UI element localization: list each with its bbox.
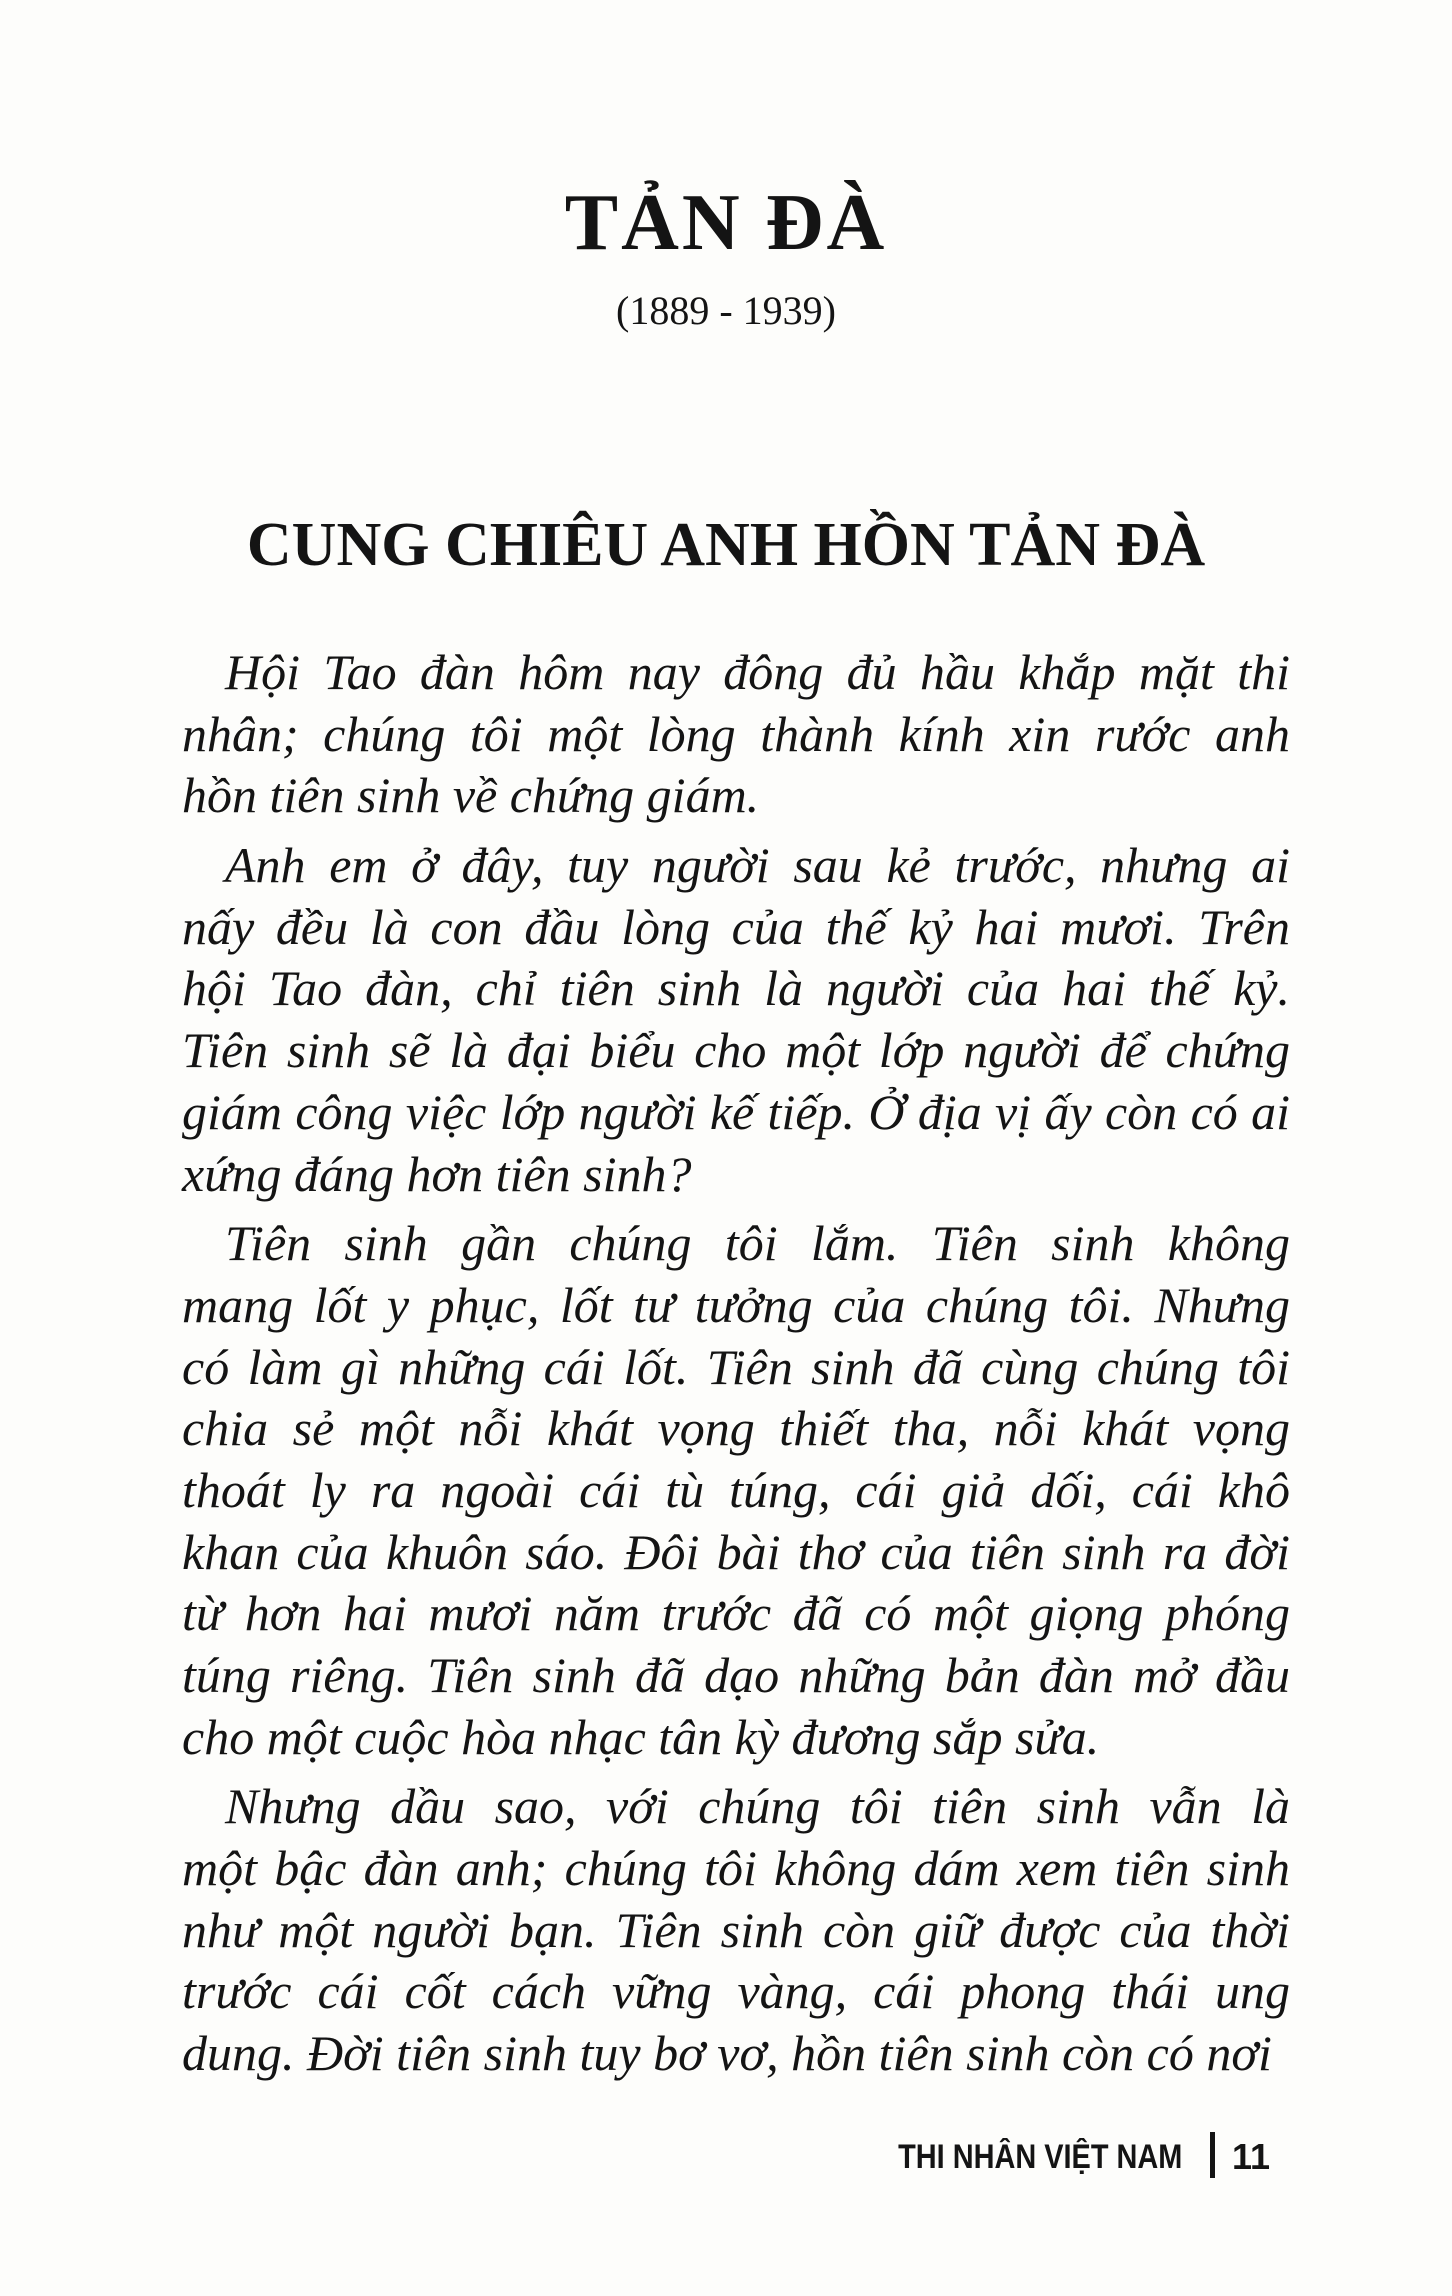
- paragraph: [182, 1213, 1290, 1768]
- text-line: có làm gì những cái lốt. Tiên sinh đã cùng chúng tôi: [182, 1338, 1290, 1395]
- text-line: Nhưng dầu sao, với chúng tôi tiên sinh vẫn là: [225, 1778, 1290, 1835]
- text-line: như một người bạn. Tiên sinh còn giữ được của thời: [182, 1901, 1290, 1958]
- text-line: hội Tao đàn, chỉ tiên sinh là người của hai thế kỷ.: [182, 960, 1290, 1017]
- chapter-title: TẢN ĐÀ: [564, 179, 888, 267]
- text-line: Hội Tao đàn hôm nay đông đủ hầu khắp mặt thi: [225, 644, 1290, 700]
- text-line: dung. Đời tiên sinh tuy bơ vơ, hồn tiên sinh còn có nơi: [182, 2025, 1272, 2082]
- text-line: Tiên sinh sẽ là đại biểu cho một lớp người để chứng: [182, 1022, 1290, 1079]
- footer-divider: [1210, 2132, 1215, 2178]
- text-line: túng riêng. Tiên sinh đã dạo những bản đàn mở đầu: [182, 1647, 1290, 1703]
- page-footer: [0, 2132, 1452, 2182]
- text-line: trước cái cốt cách vững vàng, cái phong thái ung: [182, 1963, 1290, 2020]
- text-line: thoát ly ra ngoài cái tù túng, cái giả dối, cái khô: [182, 1461, 1290, 1518]
- text-line: nhân; chúng tôi một lòng thành kính xin rước anh: [182, 705, 1290, 762]
- text-line: cho một cuộc hòa nhạc tân kỳ đương sắp sửa.: [182, 1708, 1100, 1765]
- paragraph: [182, 642, 1290, 827]
- text-line: khan của khuôn sáo. Đôi bài thơ của tiên sinh ra đời: [182, 1523, 1290, 1580]
- text-line: giám công việc lớp người kế tiếp. Ở địa vị ấy còn có ai: [182, 1083, 1290, 1140]
- author-dates: (1889 - 1939): [616, 288, 836, 333]
- paragraph: [182, 835, 1290, 1205]
- book-title: THI NHÂN VIỆT NAM: [897, 2138, 1182, 2176]
- section-heading: CUNG CHIÊU ANH HỒN TẢN ĐÀ: [246, 511, 1206, 579]
- text-line: từ hơn hai mươi năm trước đã có một giọng phóng: [182, 1585, 1290, 1642]
- text-line: nấy đều là con đầu lòng của thế kỷ hai mươi. Trên: [182, 898, 1290, 955]
- body-text: [182, 642, 1290, 2093]
- paragraph: [182, 1776, 1290, 2084]
- page-number: 11: [1232, 2136, 1271, 2177]
- text-line: hồn tiên sinh về chứng giám.: [182, 767, 760, 824]
- text-line: Anh em ở đây, tuy người sau kẻ trước, nhưng ai: [225, 837, 1290, 894]
- text-line: Tiên sinh gần chúng tôi lắm. Tiên sinh không: [225, 1215, 1290, 1272]
- text-line: mang lốt y phục, lốt tư tưởng của chúng tôi. Nhưng: [182, 1276, 1290, 1333]
- text-line: một bậc đàn anh; chúng tôi không dám xem tiên sinh: [182, 1840, 1290, 1897]
- text-line: xứng đáng hơn tiên sinh?: [182, 1145, 692, 1202]
- text-line: chia sẻ một nỗi khát vọng thiết tha, nỗi khát vọng: [182, 1400, 1290, 1457]
